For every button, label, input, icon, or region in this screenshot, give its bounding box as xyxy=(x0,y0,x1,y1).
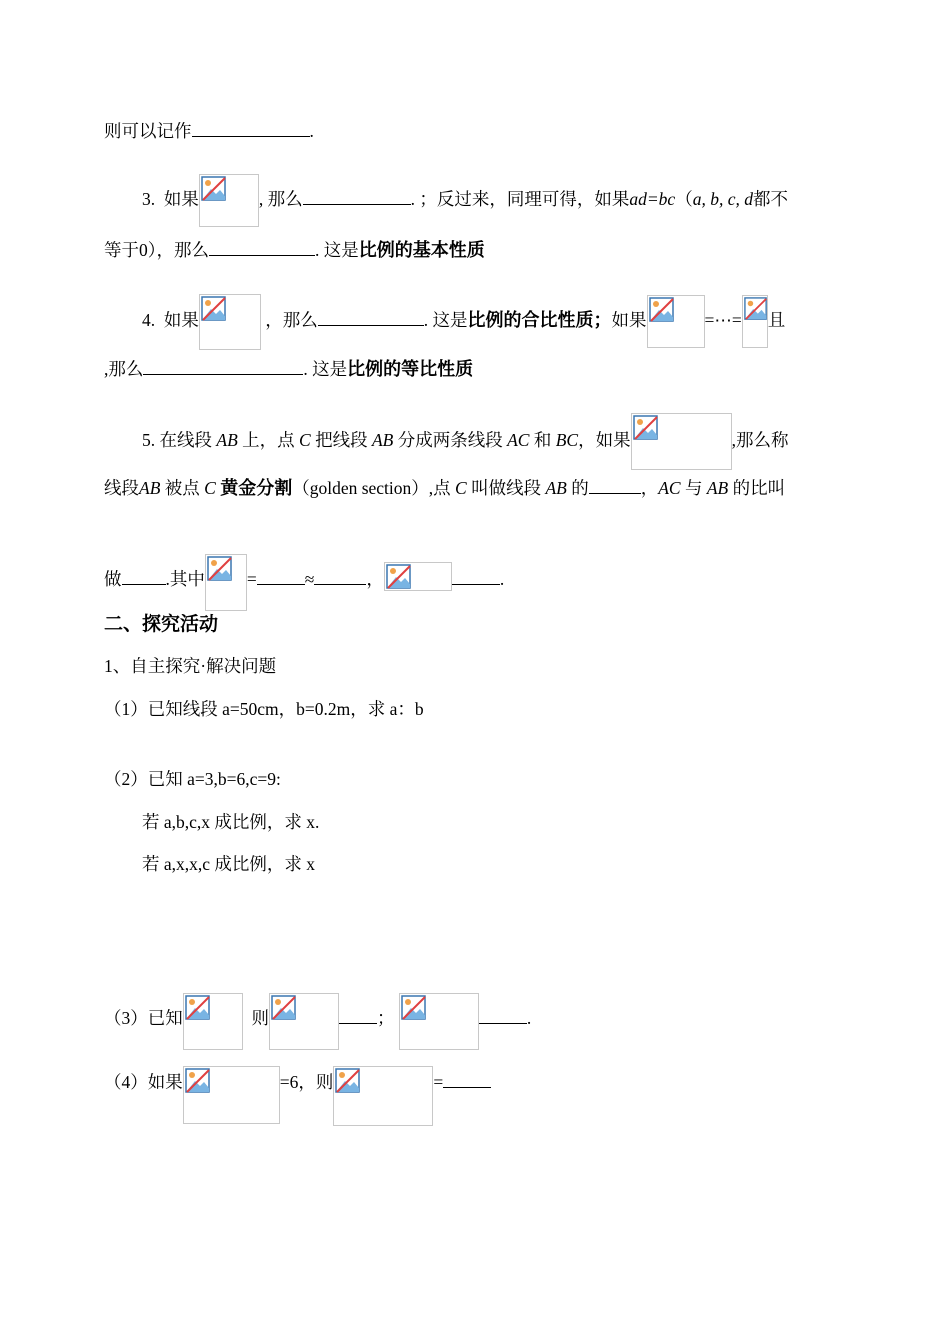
formula-image xyxy=(205,554,247,611)
broken-image-icon xyxy=(744,297,768,321)
formula-image xyxy=(631,413,732,470)
item-4-line-2: ,那么 . 这是比例的等比性质 xyxy=(104,356,849,382)
item-3-line-1: 3. 如果 , 那么 . ；反过来，同理可得，如果ad=bc（a, b, c, d都不 xyxy=(142,174,887,227)
question-2b: 若 a,x,x,c 成比例，求 x xyxy=(142,854,316,874)
answer-blank xyxy=(589,475,641,494)
item-5-line-3: 做 .其中 = ≈ ， . xyxy=(104,554,849,611)
question-2: （2）已知 a=3,b=6,c=9: xyxy=(104,769,281,789)
section-heading: 二、探究活动 xyxy=(104,613,219,635)
question-2a: 若 a,b,c,x 成比例，求 x. xyxy=(142,812,320,832)
subsection-title: 1、自主探究·解决问题 xyxy=(104,656,277,676)
broken-image-icon xyxy=(649,297,675,323)
broken-image-icon xyxy=(633,415,659,441)
question-1: （1）已知线段 a=50cm，b=0.2m，求 a：b xyxy=(104,699,424,719)
answer-blank xyxy=(303,186,411,205)
answer-blank xyxy=(479,1005,527,1024)
item-3-line-2: 等于0），那么 . 这是比例的基本性质 xyxy=(104,237,849,263)
formula-image xyxy=(199,174,259,227)
line-record: 则可以记作 . xyxy=(104,118,849,143)
broken-image-icon xyxy=(335,1068,361,1094)
item-5-line-1: 5. 在线段 AB 上，点 C 把线段 AB 分成两条线段 AC 和 BC，如果 ,那么称 xyxy=(142,413,887,470)
item-4-line-1: 4. 如果 ，那么 . 这是比例的合比性质；如果 =⋯= 且 xyxy=(142,294,887,350)
formula-image xyxy=(742,295,768,348)
formula-image xyxy=(384,562,452,591)
broken-image-icon xyxy=(201,296,227,322)
broken-image-icon xyxy=(201,176,227,202)
answer-blank xyxy=(209,237,315,256)
broken-image-icon xyxy=(386,564,412,590)
question-3: （3）已知 则 ； . xyxy=(104,993,849,1050)
broken-image-icon xyxy=(401,995,427,1021)
answer-blank xyxy=(257,566,305,585)
answer-blank xyxy=(339,1005,377,1024)
answer-blank xyxy=(143,356,303,375)
formula-image xyxy=(183,993,243,1050)
broken-image-icon xyxy=(185,995,211,1021)
answer-blank xyxy=(443,1069,491,1088)
answer-blank xyxy=(452,566,500,585)
answer-blank xyxy=(318,307,424,326)
formula-image xyxy=(183,1066,280,1124)
item-5-line-2: 线段AB 被点 C 黄金分割（golden section）,点 C 叫做线段 AB 的 ，AC 与 AB 的比叫 xyxy=(104,475,849,501)
answer-blank xyxy=(122,566,166,585)
formula-image xyxy=(647,295,705,348)
answer-blank xyxy=(192,118,310,137)
formula-image xyxy=(333,1066,433,1126)
question-4: （4）如果 =6，则 = xyxy=(104,1066,849,1126)
formula-image xyxy=(199,294,261,350)
broken-image-icon xyxy=(271,995,297,1021)
formula-image xyxy=(269,993,339,1050)
formula-image xyxy=(399,993,479,1050)
answer-blank xyxy=(314,566,366,585)
broken-image-icon xyxy=(185,1068,211,1094)
broken-image-icon xyxy=(207,556,233,582)
